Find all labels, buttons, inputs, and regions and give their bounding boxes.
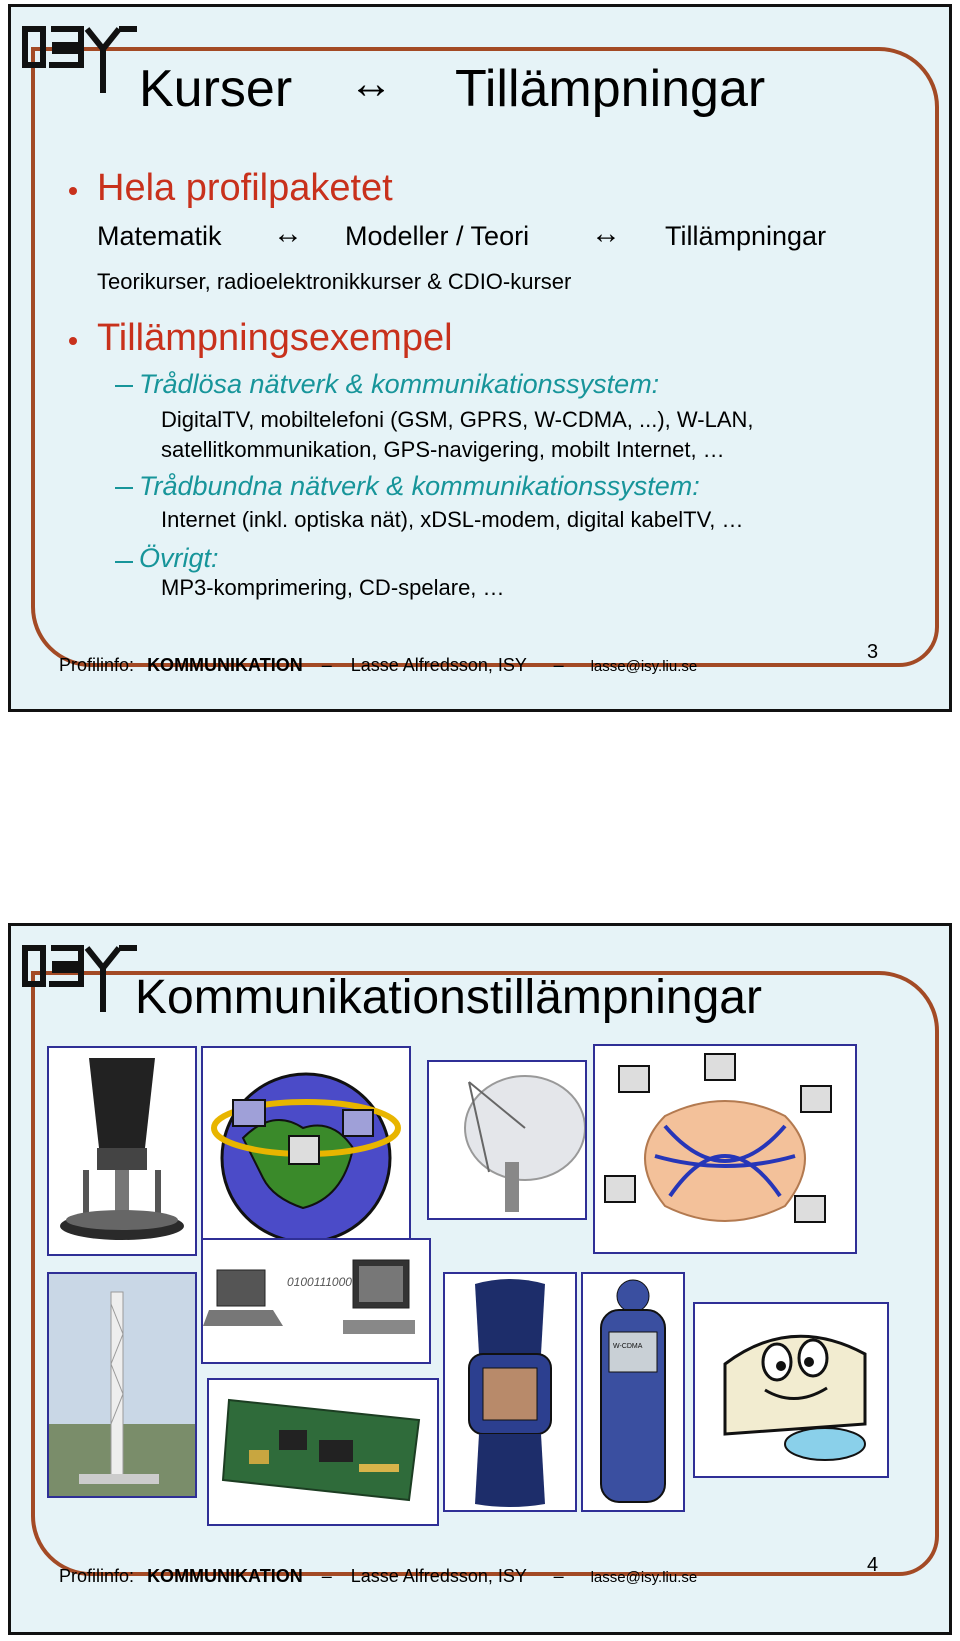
dash-marker <box>115 561 133 563</box>
footer-dash: – <box>553 655 564 675</box>
bullet-hela-profilpaketet: Hela profilpaketet <box>97 167 393 209</box>
row-tillampningar: Tillämpningar <box>665 221 827 251</box>
title-arrow: ↔ <box>349 59 393 108</box>
mobile-phone-image <box>581 1272 685 1512</box>
footer-author: Lasse Alfredsson, ISY <box>350 1566 527 1586</box>
antenna-mast-image <box>47 1272 197 1498</box>
page-title: Kommunikationstillämpningar <box>135 971 762 1024</box>
isy-logo <box>21 15 141 95</box>
watch-phone-image <box>443 1272 577 1512</box>
slide-3 <box>8 4 952 712</box>
cd-player-icon <box>695 1304 887 1476</box>
page-number: 4 <box>867 1554 879 1576</box>
footer-program: KOMMUNIKATION <box>147 655 303 675</box>
antenna-mast-icon <box>49 1274 195 1496</box>
row-matematik: Matematik <box>97 221 222 251</box>
footer-program: KOMMUNIKATION <box>147 1566 303 1586</box>
sub-tradbundna-heading: Trådbundna nätverk & kommunikationssystem: <box>139 471 700 501</box>
footer-email: lasse@isy.liu.se <box>590 658 698 675</box>
sub-tradlosa-heading: Trådlösa nätverk & kommunikationssystem: <box>139 369 660 399</box>
row-arrow-2: ↔ <box>591 217 621 250</box>
footer-author: Lasse Alfredsson, ISY <box>350 655 527 675</box>
sub-tradlosa-line1: DigitalTV, mobiltelefoni (GSM, GPRS, W-CDMA, ...), W-LAN, <box>161 407 754 432</box>
satellite-dish-image <box>427 1060 587 1220</box>
cd-player-image <box>693 1302 889 1478</box>
dash-marker <box>115 385 133 387</box>
dash-marker <box>115 487 133 489</box>
title-right: Tillämpningar <box>455 60 766 118</box>
footer-dash: – <box>321 1566 332 1586</box>
watch-phone-icon <box>445 1274 575 1510</box>
binary-text: 0100111000 <box>287 1275 352 1289</box>
footer <box>59 1566 697 1587</box>
page-number: 3 <box>867 641 879 663</box>
footer <box>59 655 697 676</box>
mobile-phone-icon <box>583 1274 683 1510</box>
bullet-tillampningsexempel: Tillämpningsexempel <box>97 317 453 359</box>
sub-tradlosa-line2: satellitkommunikation, GPS-navigering, mobilt Internet, … <box>161 437 725 462</box>
footer-email: lasse@isy.liu.se <box>590 1569 698 1586</box>
circuit-board-icon <box>209 1380 437 1524</box>
footer-profilinfo: Profilinfo: <box>59 655 135 675</box>
phonograph-icon <box>49 1048 195 1254</box>
row-modeller-teori: Modeller / Teori <box>345 221 530 251</box>
globe-network-icon <box>203 1048 409 1254</box>
footer-dash: – <box>321 655 332 675</box>
sub-tradbundna-line1: Internet (inkl. optiska nät), xDSL-modem, digital kabelTV, … <box>161 507 744 532</box>
laptop-desktop-icon <box>203 1240 429 1362</box>
title-left: Kurser <box>139 60 293 118</box>
phone-screen-text: W-CDMA <box>613 1343 643 1350</box>
computer-network-image <box>593 1044 857 1254</box>
phonograph-image <box>47 1046 197 1256</box>
satellite-dish-icon <box>429 1062 585 1218</box>
sub-ovrigt-line1: MP3-komprimering, CD-spelare, … <box>161 575 505 600</box>
computer-network-icon <box>595 1046 855 1252</box>
globe-image <box>201 1046 411 1256</box>
teorikurser-line: Teorikurser, radioelektronikkurser & CDIO-kurser <box>97 269 572 294</box>
row-arrow-1: ↔ <box>273 217 303 250</box>
bullet-dot <box>69 337 77 345</box>
laptop-desktop-image <box>201 1238 431 1364</box>
footer-dash: – <box>553 1566 564 1586</box>
bullet-dot <box>69 187 77 195</box>
circuit-board-image <box>207 1378 439 1526</box>
isy-logo <box>21 934 141 1014</box>
sub-ovrigt-heading: Övrigt: <box>139 543 219 573</box>
footer-profilinfo: Profilinfo: <box>59 1566 135 1586</box>
slide-4 <box>8 923 952 1635</box>
